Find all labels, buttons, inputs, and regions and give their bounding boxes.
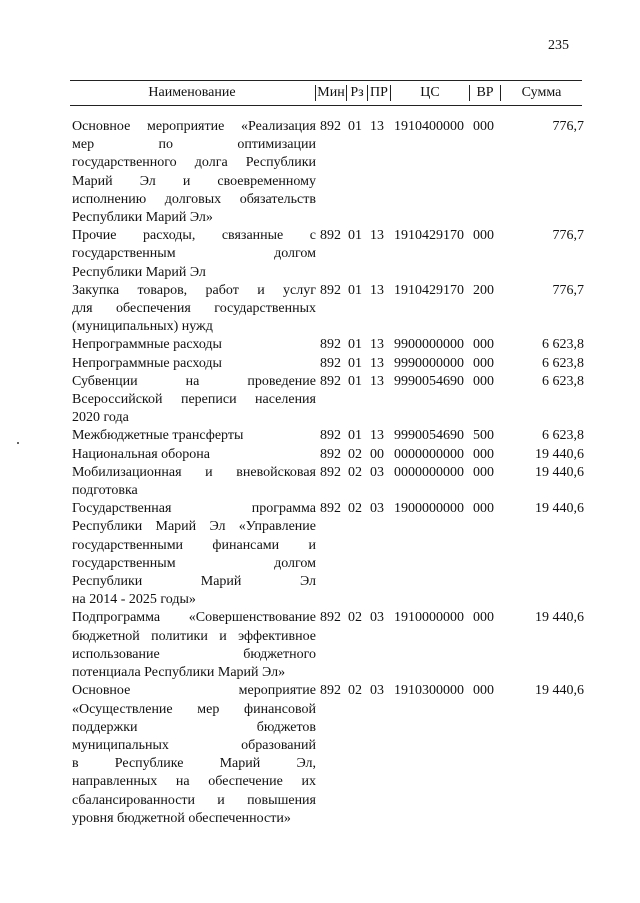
row-name-line: Всероссийской переписи населения <box>72 392 316 408</box>
row-name-line: Республики Марий Эл <box>72 574 316 590</box>
budget-table <box>72 118 584 828</box>
table-row <box>72 373 584 428</box>
row-min: 892 <box>320 683 341 699</box>
row-pr: 13 <box>370 228 384 244</box>
row-rz: 02 <box>348 446 362 462</box>
row-cs: 9990054690 <box>394 428 464 444</box>
row-min: 892 <box>320 228 341 244</box>
row-sum: 19 440,6 <box>535 610 584 626</box>
row-name-line: 2020 года <box>72 410 129 426</box>
row-rz: 02 <box>348 683 362 699</box>
row-name-line: Непрограммные расходы <box>72 337 222 353</box>
row-name-line: государственными финансами и <box>72 537 316 553</box>
row-cs: 1910400000 <box>394 119 464 134</box>
header-pr: ПР <box>370 85 388 100</box>
table-row <box>72 227 584 282</box>
row-min: 892 <box>320 501 341 517</box>
row-name-line: (муниципальных) нужд <box>72 319 213 335</box>
row-sum: 776,7 <box>552 119 584 134</box>
header-name: Наименование <box>148 85 236 100</box>
row-name-line: уровня бюджетной обеспеченности» <box>72 810 291 826</box>
row-vr: 000 <box>473 683 494 699</box>
header-min: Мин <box>317 85 345 100</box>
row-cs: 1900000000 <box>394 501 464 517</box>
row-rz: 02 <box>348 464 362 480</box>
page-number: 235 <box>548 38 569 53</box>
row-pr: 03 <box>370 464 384 480</box>
row-name-line: Мобилизационная и вневойсковая <box>72 464 316 480</box>
row-name-line: Основное мероприятие <box>72 683 316 699</box>
row-pr: 13 <box>370 428 384 444</box>
row-cs: 0000000000 <box>394 464 464 480</box>
row-rz: 01 <box>348 282 362 298</box>
row-name-line: Прочие расходы, связанные с <box>72 228 316 244</box>
row-vr: 000 <box>473 446 494 462</box>
row-name-line: Государственная программа <box>72 501 316 517</box>
row-name-line: использование бюджетного <box>72 646 316 662</box>
row-name-line: поддержки бюджетов <box>72 719 316 735</box>
row-rz: 02 <box>348 610 362 626</box>
header-sum: Сумма <box>521 85 562 100</box>
header-rz: Рз <box>350 85 364 100</box>
table-header <box>70 80 582 106</box>
row-name-line: Республики Марий Эл <box>72 264 206 280</box>
row-cs: 1910300000 <box>394 683 464 699</box>
row-min: 892 <box>320 355 341 371</box>
table-row <box>72 282 584 337</box>
row-name-line: Республики Марий Эл «Управление <box>72 519 316 535</box>
row-name-line: Межбюджетные трансферты <box>72 428 244 444</box>
row-cs: 0000000000 <box>394 446 464 462</box>
row-vr: 000 <box>473 228 494 244</box>
row-name <box>72 500 316 609</box>
row-name-line: Субвенции на проведение <box>72 373 316 389</box>
row-pr: 03 <box>370 610 384 626</box>
row-name-line: сбалансированности и повышения <box>72 792 316 808</box>
table-row <box>72 446 584 464</box>
row-sum: 6 623,8 <box>542 355 584 371</box>
row-pr: 03 <box>370 501 384 517</box>
row-sum: 6 623,8 <box>542 373 584 389</box>
row-vr: 000 <box>473 119 494 134</box>
row-vr: 000 <box>473 501 494 517</box>
row-pr: 03 <box>370 683 384 699</box>
row-rz: 01 <box>348 373 362 389</box>
table-row <box>72 500 584 609</box>
row-pr: 13 <box>370 373 384 389</box>
row-name-line: потенциала Республики Марий Эл» <box>72 665 286 681</box>
row-sum: 19 440,6 <box>535 683 584 699</box>
row-pr: 13 <box>370 337 384 353</box>
row-cs: 1910000000 <box>394 610 464 626</box>
table-row <box>72 355 584 373</box>
row-min: 892 <box>320 464 341 480</box>
row-name-line: для обеспечения государственных <box>72 301 316 317</box>
row-name <box>72 427 316 445</box>
row-min: 892 <box>320 337 341 353</box>
row-pr: 13 <box>370 119 384 134</box>
row-min: 892 <box>320 428 341 444</box>
row-sum: 19 440,6 <box>535 501 584 517</box>
row-name-line: Подпрограмма «Совершенствование <box>72 610 316 626</box>
row-sum: 776,7 <box>552 228 584 244</box>
row-name-line: исполнению долговых обязательств <box>72 191 316 207</box>
row-sum: 6 623,8 <box>542 337 584 353</box>
row-sum: 19 440,6 <box>535 464 584 480</box>
row-name <box>72 282 316 337</box>
row-name <box>72 464 316 500</box>
header-cs: ЦС <box>420 85 440 100</box>
row-name-line: в Республике Марий Эл, <box>72 756 316 772</box>
row-name-line: подготовка <box>72 483 138 499</box>
row-cs: 1910429170 <box>394 282 464 298</box>
row-sum: 19 440,6 <box>535 446 584 462</box>
row-vr: 500 <box>473 428 494 444</box>
table-row <box>72 464 584 500</box>
row-name <box>72 355 316 373</box>
row-name-line: мер по оптимизации <box>72 137 316 153</box>
row-name-line: Основное мероприятие «Реализация <box>72 119 316 134</box>
row-name-line: государственного долга Республики <box>72 155 316 171</box>
row-rz: 01 <box>348 119 362 134</box>
row-rz: 01 <box>348 355 362 371</box>
row-vr: 200 <box>473 282 494 298</box>
row-name-line: Марий Эл и своевременному <box>72 173 316 189</box>
row-min: 892 <box>320 373 341 389</box>
table-row <box>72 118 584 227</box>
header-vr: ВР <box>476 85 494 100</box>
row-vr: 000 <box>473 464 494 480</box>
row-min: 892 <box>320 282 341 298</box>
row-rz: 01 <box>348 228 362 244</box>
row-name-line: Непрограммные расходы <box>72 355 222 371</box>
row-cs: 1910429170 <box>394 228 464 244</box>
row-name-line: муниципальных образований <box>72 737 316 753</box>
row-sum: 776,7 <box>552 282 584 298</box>
row-cs: 9990000000 <box>394 355 464 371</box>
row-name-line: направленных на обеспечение их <box>72 774 316 790</box>
row-rz: 01 <box>348 337 362 353</box>
row-name <box>72 336 316 354</box>
row-name <box>72 682 316 828</box>
table-row <box>72 427 584 445</box>
row-min: 892 <box>320 446 341 462</box>
row-name <box>72 118 316 227</box>
row-min: 892 <box>320 610 341 626</box>
row-name <box>72 609 316 682</box>
row-name-line: «Осуществление мер финансовой <box>72 701 316 717</box>
scan-mark <box>17 442 19 444</box>
row-name-line: Национальная оборона <box>72 446 210 462</box>
row-vr: 000 <box>473 337 494 353</box>
table-row <box>72 336 584 354</box>
row-vr: 000 <box>473 373 494 389</box>
row-name-line: Закупка товаров, работ и услуг <box>72 282 316 298</box>
row-name <box>72 227 316 282</box>
row-cs: 9990054690 <box>394 373 464 389</box>
row-rz: 02 <box>348 501 362 517</box>
row-vr: 000 <box>473 610 494 626</box>
row-name <box>72 373 316 428</box>
row-name-line: государственным долгом <box>72 555 316 571</box>
row-min: 892 <box>320 119 341 134</box>
row-vr: 000 <box>473 355 494 371</box>
row-name-line: на 2014 - 2025 годы» <box>72 592 196 608</box>
row-name-line: бюджетной политики и эффективное <box>72 628 316 644</box>
row-name <box>72 446 316 464</box>
row-rz: 01 <box>348 428 362 444</box>
table-row <box>72 682 584 828</box>
row-pr: 13 <box>370 355 384 371</box>
row-name-line: государственным долгом <box>72 246 316 262</box>
row-name-line: Республики Марий Эл» <box>72 210 213 226</box>
row-pr: 00 <box>370 446 384 462</box>
table-row <box>72 609 584 682</box>
row-pr: 13 <box>370 282 384 298</box>
row-cs: 9900000000 <box>394 337 464 353</box>
row-sum: 6 623,8 <box>542 428 584 444</box>
